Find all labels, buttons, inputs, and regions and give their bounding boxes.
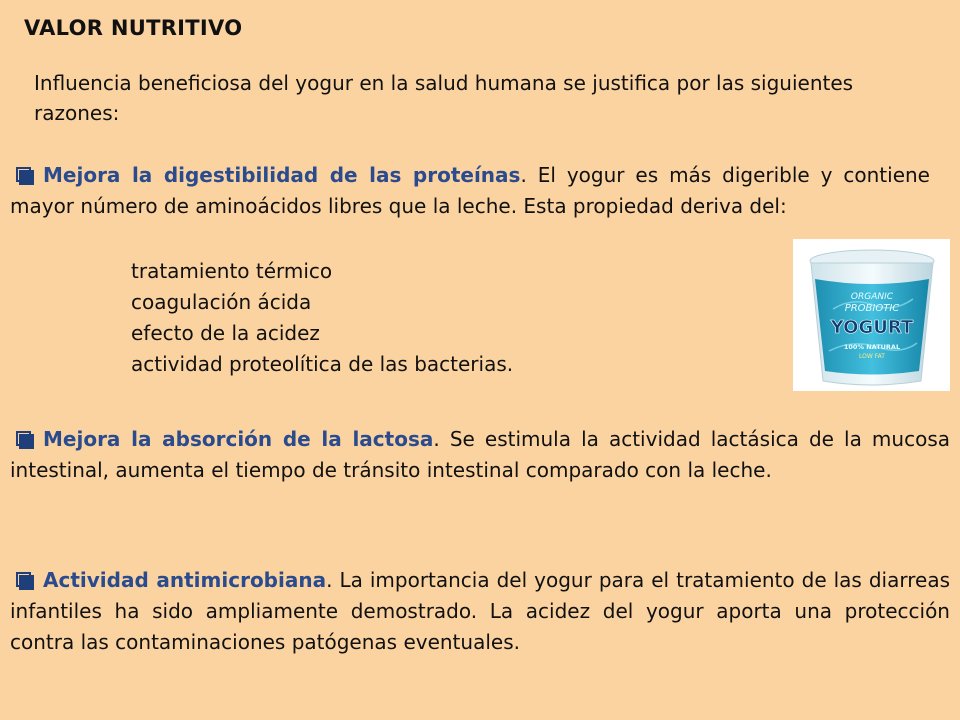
label-text: 100% NATURAL	[843, 343, 901, 351]
checkbox-bullet-icon	[16, 431, 31, 446]
yogurt-image	[793, 239, 950, 391]
sublist	[131, 256, 513, 380]
list-item: coagulación ácida	[131, 290, 312, 314]
point-lead: Mejora la digestibilidad de las proteínas	[43, 163, 521, 187]
point-lead: Mejora la absorción de la lactosa	[43, 427, 434, 451]
intro-text: Influencia beneficiosa del yogur en la salud humana se justifica por las siguientes razones:	[34, 71, 854, 125]
point-protein-digestibility	[10, 160, 930, 222]
label-text: PROBIOTIC	[844, 303, 900, 314]
list-item: efecto de la acidez	[131, 321, 320, 345]
point-text: . Se estimula la actividad lactásica de la mucosa intestinal, aumenta el tiempo de tránsito intestinal comparado con la leche.	[10, 427, 950, 482]
label-brand: YOGURT	[830, 317, 914, 338]
point-lead: Actividad antimicrobiana	[43, 568, 327, 592]
label-text: ORGANIC	[850, 292, 894, 302]
label-text: LOW FAT	[859, 353, 885, 360]
yogurt-cup-icon	[793, 239, 950, 391]
point-lactose-absorption	[10, 424, 950, 486]
point-text: . El yogur es más digerible y contiene mayor número de aminoácidos libres que la leche. Esta propiedad deriva del:	[10, 163, 930, 218]
list-item: actividad proteolítica de las bacterias.	[131, 352, 514, 376]
point-antimicrobial	[10, 565, 950, 658]
checkbox-bullet-icon	[16, 572, 31, 587]
checkbox-bullet-icon	[16, 167, 31, 182]
point-text: . La importancia del yogur para el tratamiento de las diarreas infantiles ha sido ampliamente demostrado. La acidez del yogur aporta una protección contra las contaminaciones patógenas eventuales.	[10, 568, 950, 654]
list-item: tratamiento térmico	[131, 259, 333, 283]
page-title: VALOR NUTRITIVO	[24, 16, 243, 40]
